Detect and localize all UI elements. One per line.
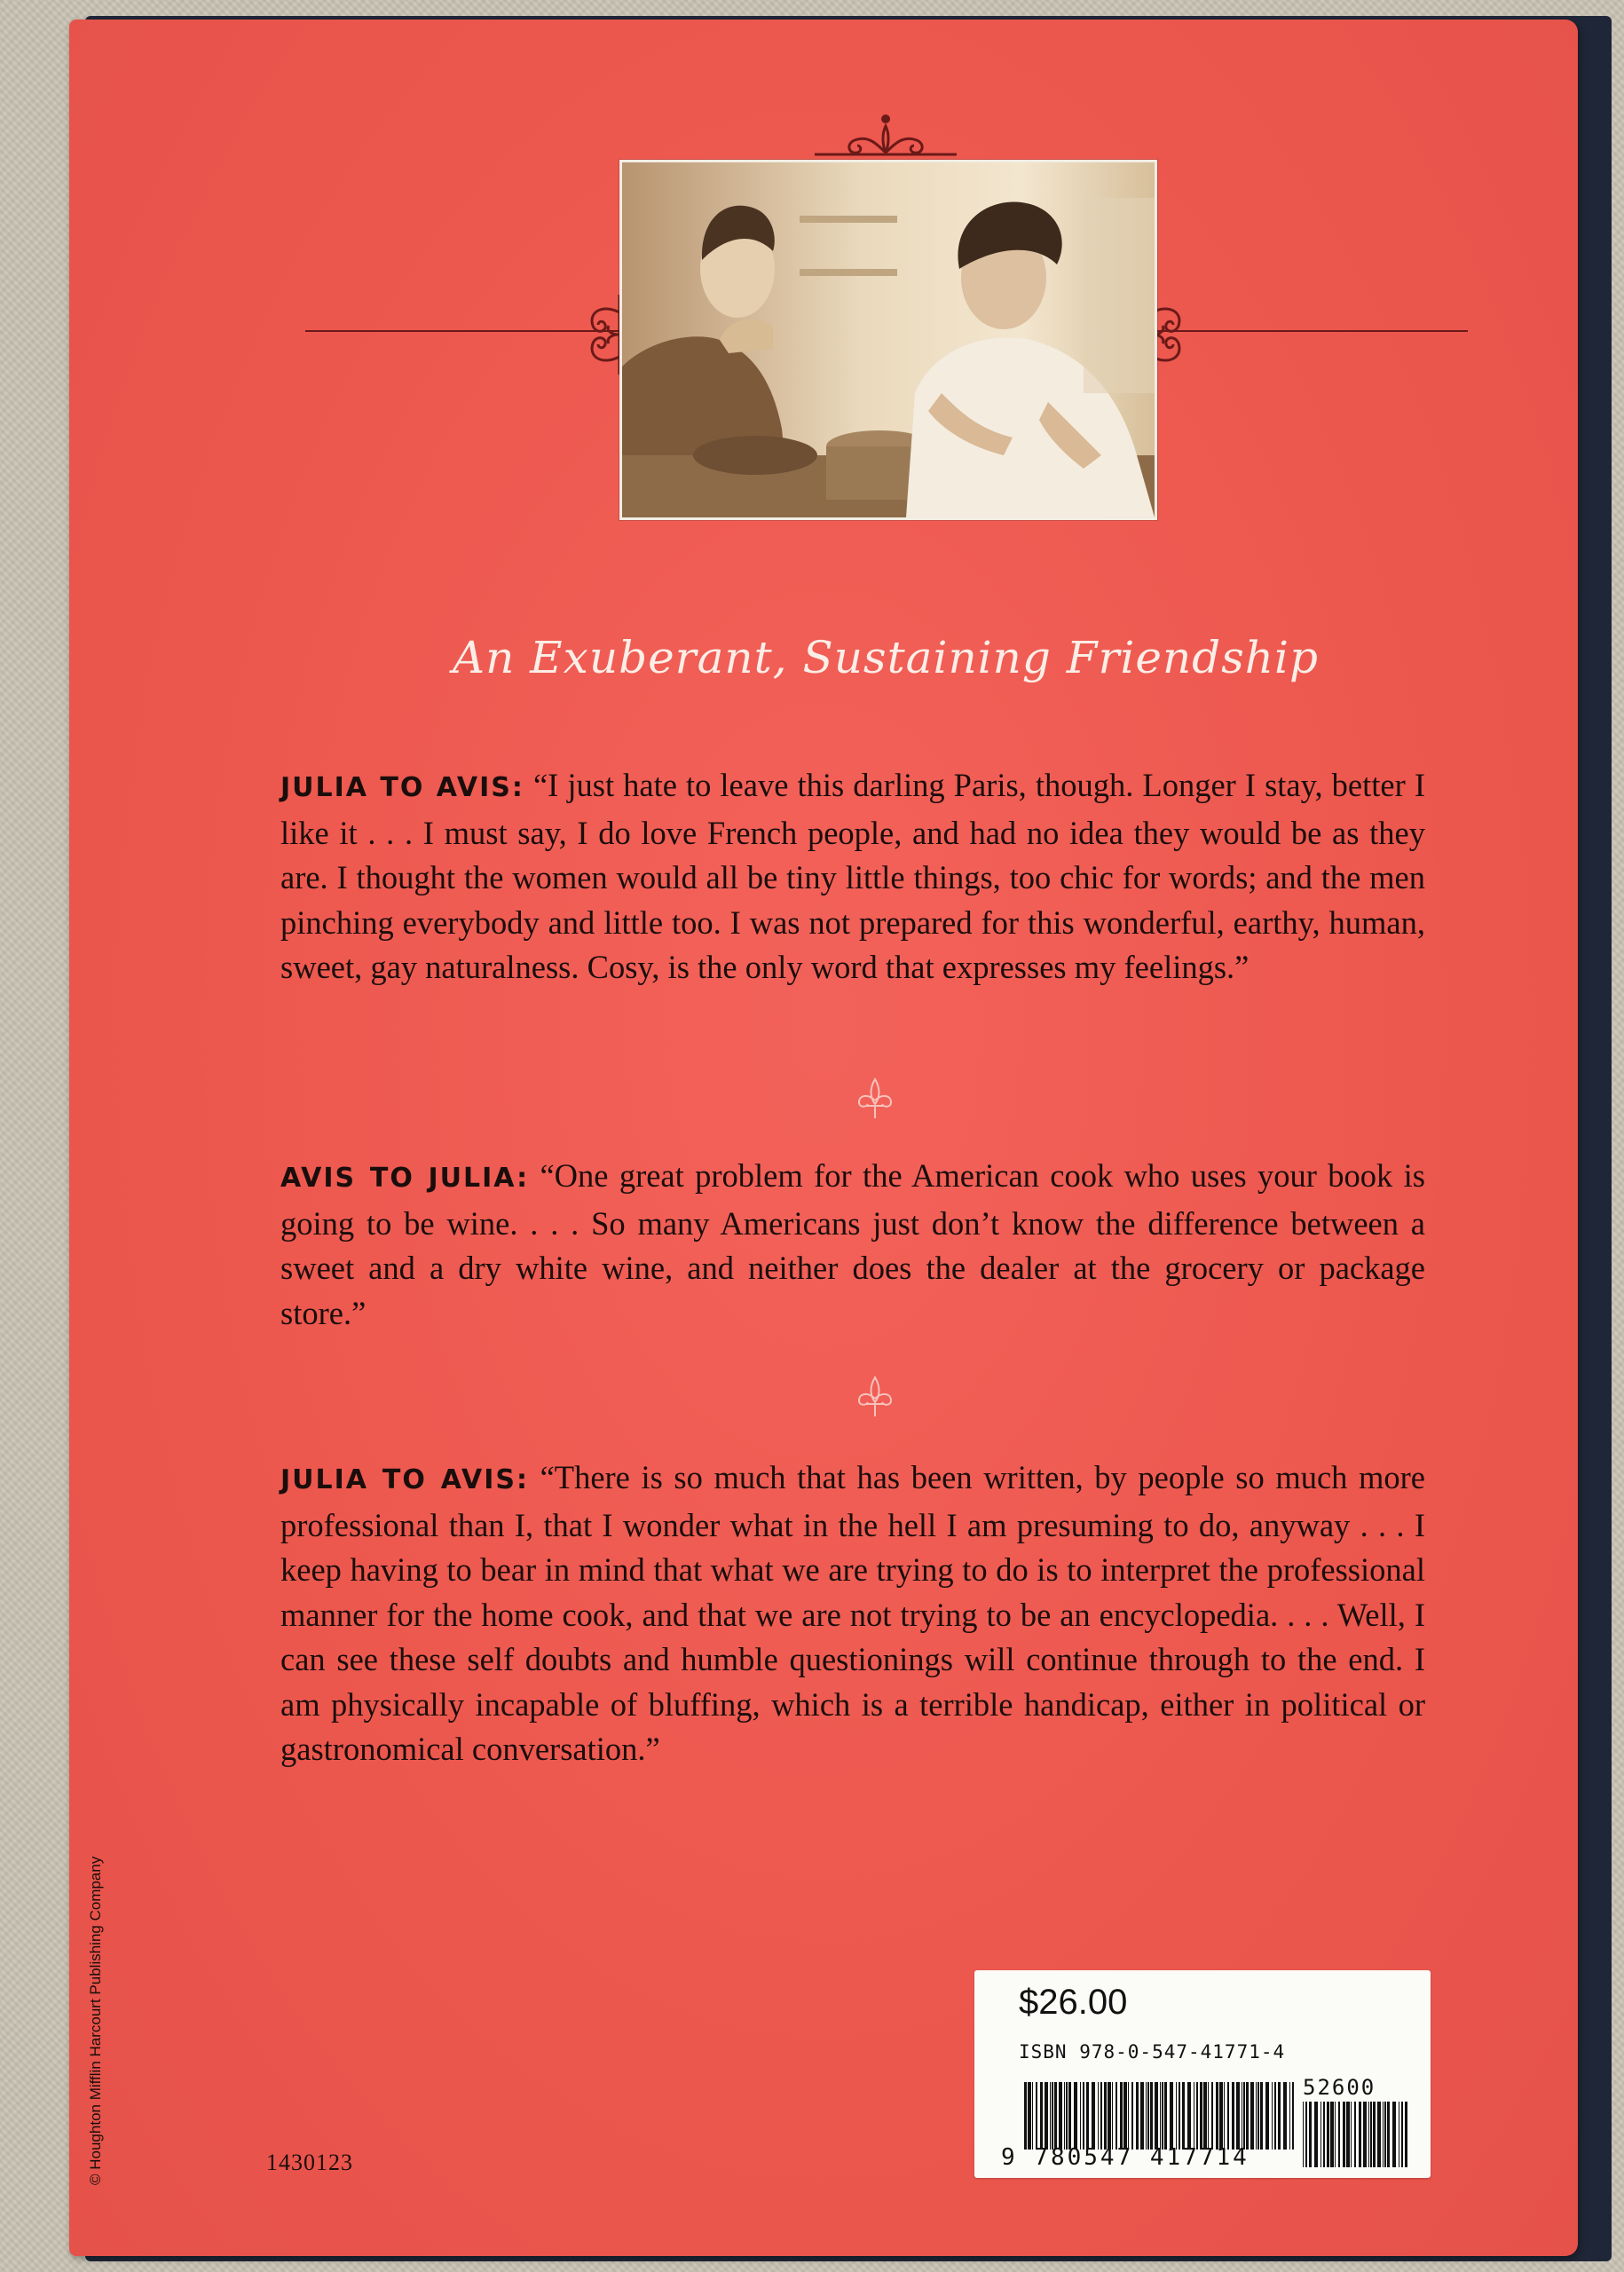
copyright-line: © Houghton Mifflin Harcourt Publishing Company	[87, 1856, 104, 2185]
barcode-icon	[1024, 2082, 1295, 2150]
quote-speaker: JULIA TO AVIS:	[280, 772, 524, 803]
headline: An Exuberant, Sustaining Friendship	[452, 632, 1320, 683]
scroll-ornament-icon	[806, 108, 966, 162]
quote-1	[280, 763, 1425, 990]
quote-text: “One great problem for the American cook who uses your book is going to be wine. . . . So many Americans just don’t know the difference between a sweet and a dry white wine, and neither does the dealer at the grocery or package store.”	[280, 1157, 1425, 1331]
quote-text: “There is so much that has been written, by people so much more professional than I, that I wonder what in the hell I am presuming to do, anyway . . . I keep having to bear in mind that what we are trying to do is to interpret the professional manner for the home cook, and that we are not trying to be an encyclopedia. . . . Well, I can see these self doubts and humble questionings will continue through to the end. I am physically incapable of bluffing, which is a terrible handicap, either in political or gastronomical conversation.”	[280, 1459, 1426, 1767]
barcode-number: 9 780547 417714	[1001, 2144, 1250, 2171]
price-sticker	[974, 1970, 1431, 2178]
quote-2	[280, 1154, 1425, 1336]
quote-3	[280, 1456, 1425, 1772]
fleur-de-lis-icon	[850, 1074, 900, 1124]
quote-speaker: JULIA TO AVIS:	[280, 1464, 529, 1495]
supplement-number: 52600	[1303, 2075, 1376, 2100]
price-label: $26.00	[1019, 1983, 1128, 2022]
cover-photo	[619, 160, 1157, 520]
isbn-label: ISBN 978-0-547-41771-4	[1019, 2041, 1286, 2063]
quote-text: “I just hate to leave this darling Paris, though. Longer I stay, better I like it . . . I must say, I do love French people, and had no idea they would be as they are. I thought the women would all be tiny little things, too chic for words; and the men pinching everybody and little too. I was not prepared for this wonderful, earthy, human, sweet, gay naturalness. Cosy, is the only word that expresses my feelings.”	[280, 767, 1425, 985]
fleur-de-lis-icon	[850, 1372, 900, 1422]
quote-speaker: AVIS TO JULIA:	[280, 1163, 530, 1194]
book-back-cover	[69, 20, 1578, 2256]
barcode-icon	[1303, 2102, 1409, 2167]
print-code: 1430123	[266, 2150, 353, 2175]
